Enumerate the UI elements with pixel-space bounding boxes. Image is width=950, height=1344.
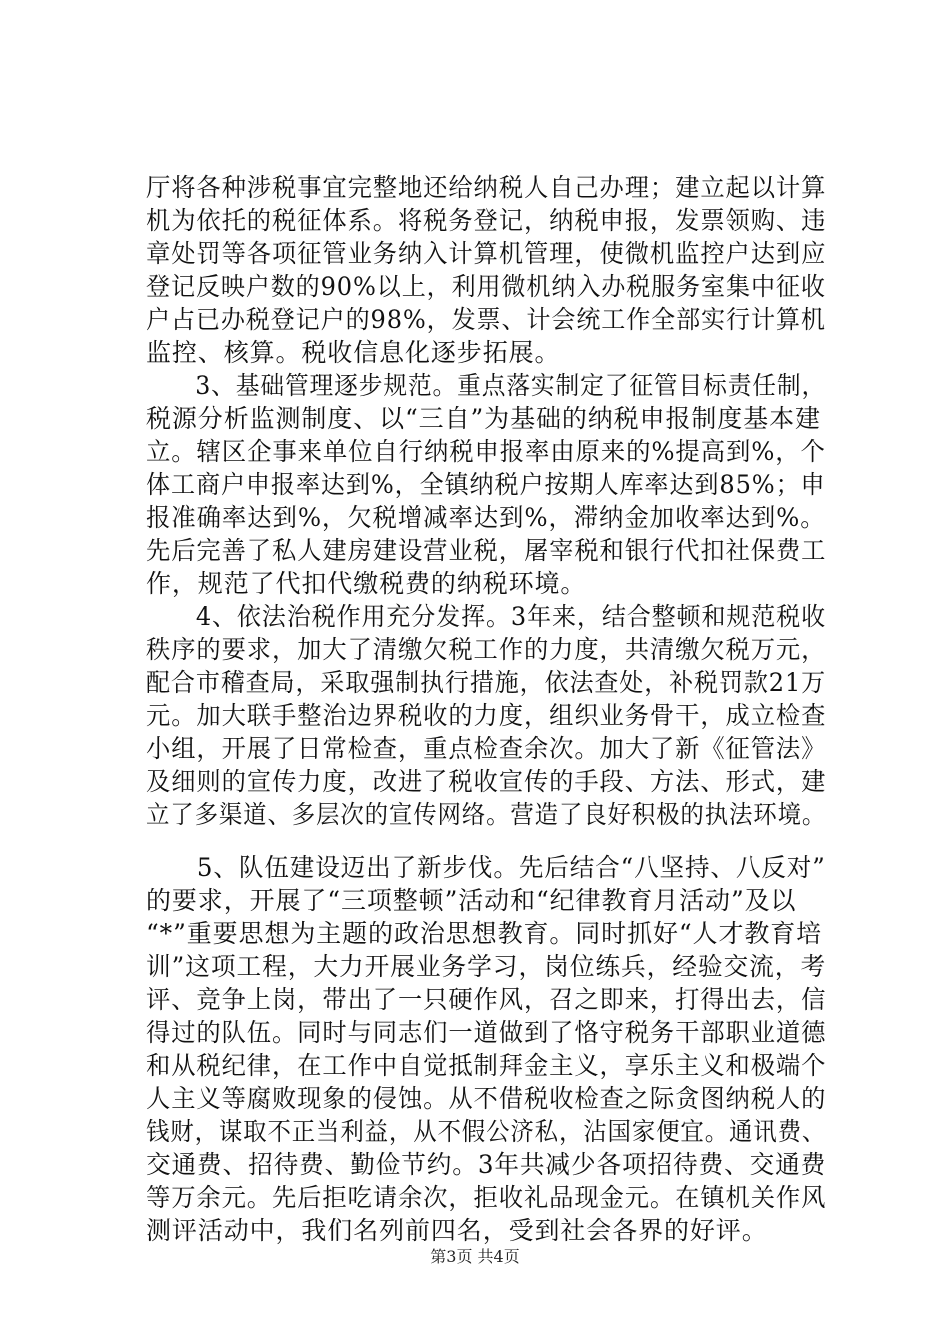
text-line: 测评活动中，我们名列前四名，受到社会各界的好评。 [146,1216,768,1245]
text-line: 立了多渠道、多层次的宣传网络。营造了良好积极的执法环境。 [146,800,827,829]
text-line: 人主义等腐败现象的侵蚀。从不借税收检查之际贪图纳税人的 [146,1084,827,1113]
text-line: 厅将各种涉税事宜完整地还给纳税人自己办理；建立起以计算 [146,173,827,202]
text-line: 训”这项工程，大力开展业务学习，岗位练兵，经验交流，考 [146,952,827,981]
text-line: 5、队伍建设迈出了新步伐。先后结合“八坚持、八反对” [146,853,826,882]
text-line: 评、竞争上岗，带出了一只硬作风，召之即来，打得出去，信 [146,985,827,1014]
text-line: 体工商户申报率达到%，全镇纳税户按期人库率达到85%；申 [146,470,826,499]
text-line: 4、依法治税作用充分发挥。3年来，结合整顿和规范税收 [146,602,827,631]
text-line: 作，规范了代扣代缴税费的纳税环境。 [146,569,587,598]
text-line: 得过的队伍。同时与同志们一道做到了恪守税务干部职业道德 [146,1018,827,1047]
text-line: 监控、核算。税收信息化逐步拓展。 [146,338,561,367]
text-line: 配合市稽查局，采取强制执行措施，依法查处，补税罚款21万 [146,668,827,697]
text-line: 等万余元。先后拒吃请余次，拒收礼品现金元。在镇机关作风 [146,1183,827,1212]
text-line: 的要求，开展了“三项整顿”活动和“纪律教育月活动”及以 [146,886,797,915]
text-line: 先后完善了私人建房建设营业税，屠宰税和银行代扣社保费工 [146,536,827,565]
text-line: “*”重要思想为主题的政治思想教育。同时抓好“人才教育培 [146,919,823,948]
text-line: 报准确率达到%，欠税增减率达到%，滞纳金加收率达到%。 [146,503,826,532]
text-line: 户占已办税登记户的98%，发票、计会统工作全部实行计算机 [146,305,826,334]
text-line: 登记反映户数的90%以上，利用微机纳入办税服务室集中征收 [146,272,826,301]
text-line: 和从税纪律，在工作中自觉抵制拜金主义，享乐主义和极端个 [146,1051,827,1080]
text-line: 秩序的要求，加大了清缴欠税工作的力度，共清缴欠税万元， [146,635,827,664]
text-line: 3、基础管理逐步规范。重点落实制定了征管目标责任制， [146,371,827,400]
text-line: 机为依托的税征体系。将税务登记，纳税申报，发票领购、违 [146,206,827,235]
text-line: 小组，开展了日常检查，重点检查余次。加大了新《征管法》 [146,734,827,763]
text-line: 章处罚等各项征管业务纳入计算机管理，使微机监控户达到应 [146,239,827,268]
page-number-footer: 第3页 共4页 [430,1247,520,1266]
text-line: 钱财，谋取不正当利益，从不假公济私，沾国家便宜。通讯费、 [146,1117,827,1146]
text-line: 立。辖区企事来单位自行纳税申报率由原来的%提高到%，个 [146,437,826,466]
text-line: 交通费、招待费、勤俭节约。3年共减少各项招待费、交通费 [146,1150,827,1179]
text-line: 及细则的宣传力度，改进了税收宣传的手段、方法、形式，建 [146,767,827,796]
text-line: 税源分析监测制度、以“三自”为基础的纳税申报制度基本建 [146,404,821,433]
text-line: 元。加大联手整治边界税收的力度，组织业务骨干，成立检查 [146,701,827,730]
